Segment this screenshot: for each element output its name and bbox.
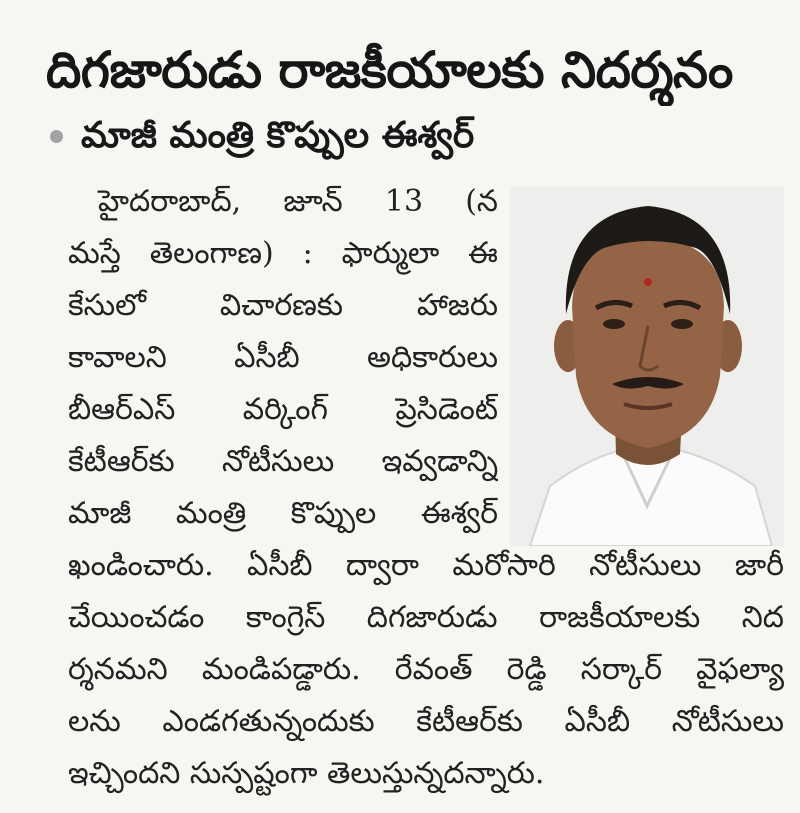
article-line: కేసులో విచారణకు హాజరు xyxy=(68,288,498,323)
bullet-dot-icon xyxy=(50,130,63,143)
article-line: ఖండించారు. ఏసీబీ ద్వారా మరోసారి నోటీసులు జారీ xyxy=(68,548,784,583)
article-line: కావాలని ఏసీబీ అధికారులు xyxy=(68,340,498,375)
article-body xyxy=(68,176,786,800)
article-line: కేటీఆర్‌కు నోటీసులు ఇవ్వడాన్ని xyxy=(68,444,498,479)
article-line: చేయించడం కాంగ్రెస్ దిగజారుడు రాజకీయాలకు నిద xyxy=(68,600,784,635)
article-line: ర్శనమని మండిపడ్డారు. రేవంత్ రెడ్డి సర్కార్ వైఫల్యా xyxy=(68,652,784,687)
subheading xyxy=(46,110,606,162)
article-line: మస్తే తెలంగాణ) : ఫార్ములా ఈ xyxy=(68,236,498,271)
subheading-text: మాజీ మంత్రి కొప్పుల ఈశ్వర్ xyxy=(81,115,475,156)
headline: దిగజారుడు రాజకీయాలకు నిదర్శనం xyxy=(46,41,733,99)
article-line: లను ఎండగతున్నందుకు కేటీఆర్‌కు ఏసీబీ నోటీసులు xyxy=(68,704,784,739)
article-line: మాజీ మంత్రి కొప్పుల ఈశ్వర్ xyxy=(68,496,498,531)
article-line: బీఆర్ఎస్ వర్కింగ్ ప్రెసిడెంట్ xyxy=(68,392,498,427)
article-line: ఇచ్చిందని సుస్పష్టంగా తెలుస్తున్నదన్నారు. xyxy=(68,756,545,791)
article-line: హైదరాబాద్, జూన్ 13 (న xyxy=(98,184,498,219)
